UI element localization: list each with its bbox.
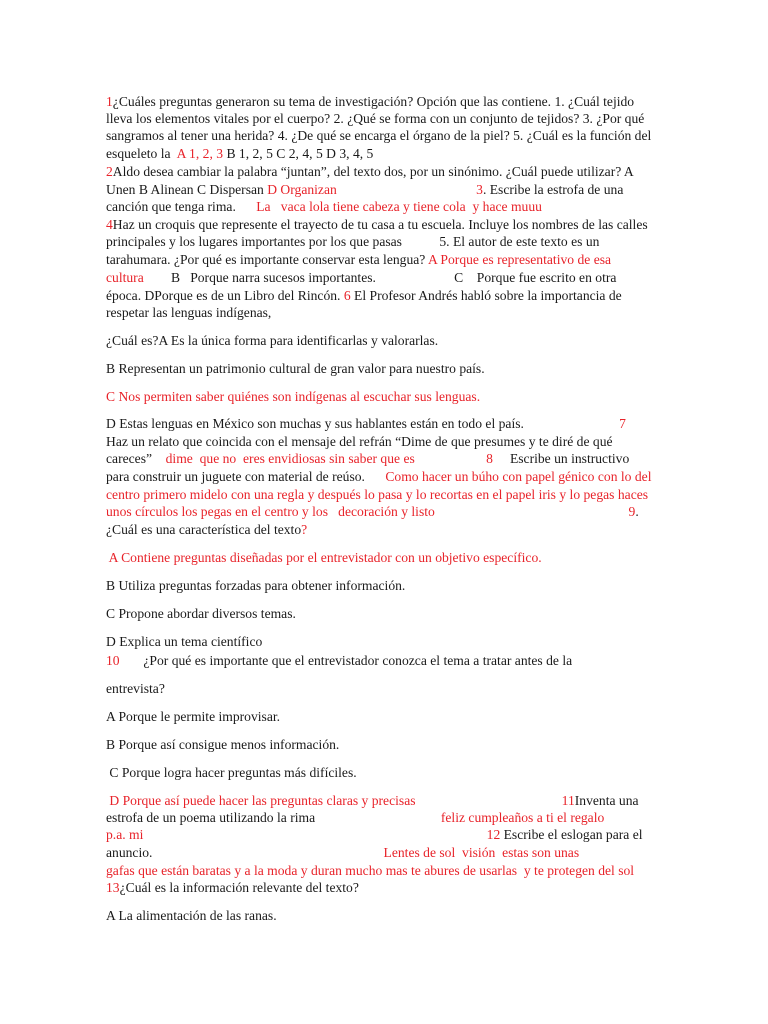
answer-text: 12 bbox=[486, 827, 501, 842]
text-line bbox=[106, 216, 648, 233]
body-text: B Utiliza preguntas forzadas para obtener información. bbox=[106, 578, 406, 593]
text-line bbox=[106, 862, 634, 879]
text-line bbox=[106, 549, 542, 566]
body-text: entrevista? bbox=[106, 681, 165, 696]
text-line bbox=[106, 450, 629, 467]
answer-text: unos círculos los pegas en el centro y los decoración y listo bbox=[106, 504, 435, 519]
text-line bbox=[106, 652, 572, 669]
answer-text: D Porque así puede hacer las preguntas claras y precisas bbox=[106, 793, 416, 808]
text-line bbox=[106, 844, 579, 861]
text-line bbox=[106, 764, 357, 781]
body-text: B Porque narra sucesos importantes. C Porque fue escrito en otra bbox=[143, 270, 617, 285]
answer-text: C Nos permiten saber quiénes son indígenas al escuchar sus lenguas. bbox=[106, 389, 481, 404]
body-text: . Escribe la estrofa de una bbox=[482, 182, 624, 197]
answer-text: A Contiene preguntas diseñadas por el entrevistador con un objetivo específico. bbox=[106, 550, 542, 565]
body-text: D Explica un tema científico bbox=[106, 634, 263, 649]
text-line bbox=[106, 93, 634, 110]
body-text: ¿Cuál es una característica del texto bbox=[106, 522, 302, 537]
body-text bbox=[143, 827, 486, 842]
text-line bbox=[106, 388, 480, 405]
answer-text: p.a. mi bbox=[106, 827, 144, 842]
text-line bbox=[106, 826, 643, 843]
text-line bbox=[106, 110, 644, 127]
text-line bbox=[106, 181, 623, 198]
body-text: D Estas lenguas en México son muchas y sus hablantes están en todo el país. bbox=[106, 416, 620, 431]
text-line bbox=[106, 287, 622, 304]
text-line bbox=[106, 415, 626, 432]
text-line bbox=[106, 233, 599, 250]
text-line bbox=[106, 468, 651, 485]
answer-text: 1 bbox=[106, 94, 113, 109]
answer-text: centro primero midelo con una regla y después lo pasa y lo recortas en el papel iris y lo pegas haces bbox=[106, 487, 649, 502]
body-text: tarahumara. ¿Por qué es importante conservar esta lengua? bbox=[106, 252, 428, 267]
answer-text: 8 bbox=[486, 451, 493, 466]
body-text: . bbox=[635, 504, 639, 519]
text-line bbox=[106, 907, 277, 924]
text-line bbox=[106, 577, 405, 594]
body-text: principales y los lugares importantes por los que pasas 5. El autor de este texto es un bbox=[106, 234, 600, 249]
answer-text: A Porque es representativo de esa bbox=[427, 252, 612, 267]
text-line bbox=[106, 198, 542, 215]
body-text: Unen B Alinean C Dispersan bbox=[106, 182, 268, 197]
body-text: canción que tenga rima. bbox=[106, 199, 257, 214]
answer-text: 2 bbox=[106, 164, 113, 179]
text-line bbox=[106, 145, 373, 162]
body-text: C Porque logra hacer preguntas más difíciles. bbox=[106, 765, 357, 780]
text-line bbox=[106, 879, 359, 896]
text-line bbox=[106, 269, 616, 286]
text-line bbox=[106, 708, 280, 725]
body-text: anuncio. bbox=[106, 845, 384, 860]
answer-text: feliz cumpleaños a ti el regalo bbox=[440, 810, 605, 825]
text-line bbox=[106, 680, 165, 697]
answer-text: 11 bbox=[561, 793, 575, 808]
answer-text: 9 bbox=[628, 504, 636, 519]
text-line bbox=[106, 521, 307, 538]
body-text: ¿Cuáles preguntas generaron su tema de investigación? Opción que las contiene. 1. ¿Cuál tejido bbox=[112, 94, 635, 109]
body-text: Escribe un instructivo bbox=[492, 451, 630, 466]
body-text: C Propone abordar diversos temas. bbox=[106, 606, 296, 621]
text-line bbox=[106, 163, 634, 180]
body-text: sangramos al tener una herida? 4. ¿De qué se encarga el órgano de la piel? 5. ¿Cuál es la función del bbox=[106, 128, 652, 143]
text-line bbox=[106, 736, 339, 753]
body-text: lleva los elementos vitales por el cuerpo? 2. ¿Qué se forma con un conjunto de tejidos? 3. ¿Por qué bbox=[106, 111, 645, 126]
answer-text: A 1, 2, 3 bbox=[176, 146, 224, 161]
answer-text: Lentes de sol visión estas son unas bbox=[383, 845, 580, 860]
body-text: ¿Cuál es?A Es la única forma para identificarlas y valorarlas. bbox=[106, 333, 439, 348]
text-line bbox=[106, 809, 604, 826]
answer-text: gafas que están baratas y a la moda y duran mucho mas te abures de usarlas y te protegen del sol bbox=[106, 863, 635, 878]
body-text: ¿Cuál es la información relevante del texto? bbox=[119, 880, 359, 895]
text-line bbox=[106, 503, 639, 520]
answer-text: 3 bbox=[476, 182, 483, 197]
text-line bbox=[106, 633, 262, 650]
text-line bbox=[106, 332, 438, 349]
body-text: Haz un relato que coincida con el mensaje del refrán “Dime de que presumes y te diré de qué bbox=[106, 434, 613, 449]
body-text: ¿Por qué es importante que el entrevistador conozca el tema a tratar antes de la bbox=[119, 653, 573, 668]
body-text: estrofa de un poema utilizando la rima bbox=[106, 810, 441, 825]
body-text bbox=[415, 451, 486, 466]
text-line bbox=[106, 304, 271, 321]
answer-text: Como hacer un búho con papel génico con lo del bbox=[385, 469, 652, 484]
answer-text: 6 bbox=[343, 288, 351, 303]
text-line bbox=[106, 251, 611, 268]
body-text: Escribe el eslogan para el bbox=[500, 827, 643, 842]
body-text bbox=[435, 504, 629, 519]
text-line bbox=[106, 360, 485, 377]
answer-text: cultura bbox=[106, 270, 144, 285]
text-line bbox=[106, 792, 639, 809]
answer-text: 10 bbox=[106, 653, 120, 668]
text-line bbox=[106, 433, 613, 450]
body-text: esqueleto la bbox=[106, 146, 177, 161]
answer-text: dime que no eres envidiosas sin saber que es bbox=[165, 451, 415, 466]
answer-text: 7 bbox=[619, 416, 626, 431]
body-text: época. DPorque es de un Libro del Rincón. bbox=[106, 288, 344, 303]
body-text: Haz un croquis que represente el trayecto de tu casa a tu escuela. Incluye los nombres de las calles bbox=[112, 217, 648, 232]
body-text: B Porque así consigue menos información. bbox=[106, 737, 340, 752]
body-text: Inventa una bbox=[574, 793, 639, 808]
text-line bbox=[106, 605, 296, 622]
answer-text: 13 bbox=[106, 880, 120, 895]
answer-text: D Organizan bbox=[267, 182, 337, 197]
body-text bbox=[416, 793, 562, 808]
body-text: A La alimentación de las ranas. bbox=[106, 908, 277, 923]
text-line bbox=[106, 127, 651, 144]
answer-text: La vaca lola tiene cabeza y tiene cola y hace muuu bbox=[256, 199, 542, 214]
answer-text: 4 bbox=[106, 217, 113, 232]
body-text: B 1, 2, 5 C 2, 4, 5 D 3, 4, 5 bbox=[223, 146, 374, 161]
answer-text: ? bbox=[301, 522, 308, 537]
body-text: careces” bbox=[106, 451, 166, 466]
body-text: para construir un juguete con material de reúso. bbox=[106, 469, 386, 484]
body-text: Aldo desea cambiar la palabra “juntan”, del texto dos, por un sinónimo. ¿Cuál puede utilizar? A bbox=[112, 164, 634, 179]
body-text: B Representan un patrimonio cultural de gran valor para nuestro país. bbox=[106, 361, 485, 376]
body-text bbox=[337, 182, 476, 197]
body-text: A Porque le permite improvisar. bbox=[106, 709, 281, 724]
body-text: respetar las lenguas indígenas, bbox=[106, 305, 272, 320]
text-line bbox=[106, 486, 648, 503]
body-text: El Profesor Andrés habló sobre la importancia de bbox=[350, 288, 622, 303]
